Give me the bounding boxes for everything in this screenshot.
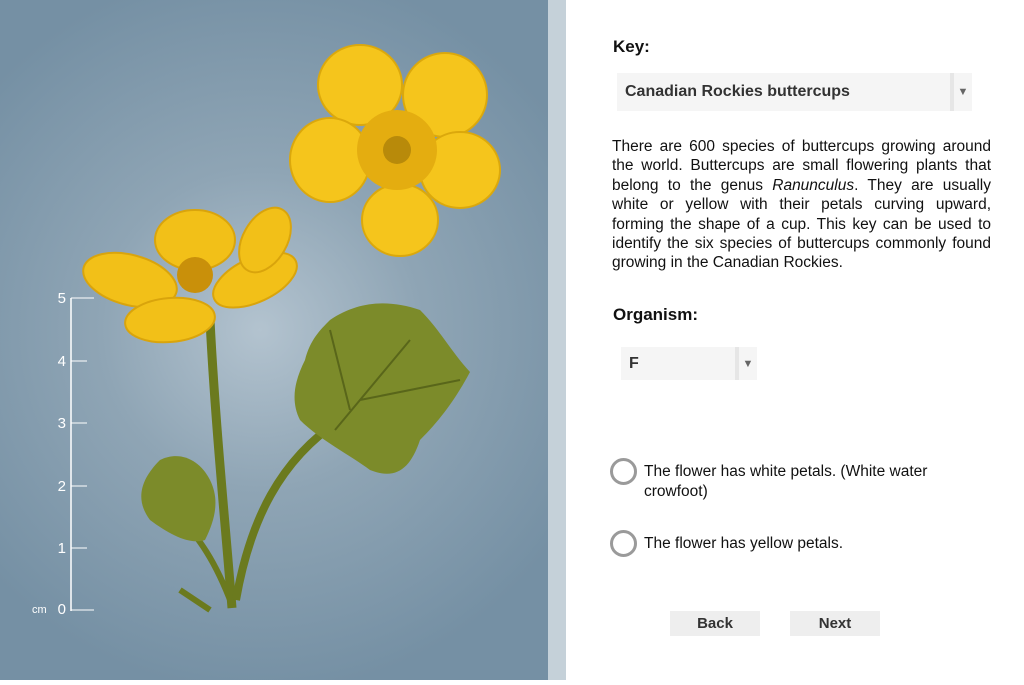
ruler-unit: cm: [32, 604, 47, 616]
ruler-tick-0: 0: [57, 601, 66, 618]
key-select[interactable]: [617, 73, 972, 111]
chevron-down-icon: ▼: [950, 73, 972, 111]
option-white-petals[interactable]: [610, 462, 970, 502]
option-label: The flower has yellow petals.: [644, 535, 844, 552]
chevron-down-icon: ▼: [735, 347, 757, 380]
key-heading: Key:: [613, 37, 650, 56]
option-label: The flower has white petals. (White water crowfoot): [644, 463, 928, 500]
ruler-tick-5: 5: [57, 290, 66, 307]
radio-button[interactable]: [610, 530, 637, 557]
panel-divider: [548, 0, 566, 680]
key-panel: [566, 0, 1024, 680]
back-button[interactable]: Back: [670, 611, 760, 636]
organism-select-value: F: [629, 354, 639, 372]
next-button[interactable]: Next: [790, 611, 880, 636]
option-yellow-petals[interactable]: [610, 534, 970, 557]
ruler-tick-2: 2: [57, 478, 66, 495]
organism-heading: Organism:: [613, 305, 699, 324]
ruler-tick-4: 4: [57, 353, 66, 370]
ruler-tick-1: 1: [57, 540, 66, 557]
organism-select[interactable]: [621, 347, 757, 380]
radio-button[interactable]: [610, 458, 637, 485]
ruler-tick-3: 3: [57, 415, 66, 432]
key-description: There are 600 species of buttercups growing around the world. Buttercups are small flowering plants that belong to the genus Ranunculus. They are usually white or yellow with their petals curving upward, forming the shape of a cup. This key can be used to identify the six species of buttercups commonly found growing in the Canadian Rockies.: [612, 138, 991, 272]
key-select-value: Canadian Rockies buttercups: [625, 83, 850, 100]
